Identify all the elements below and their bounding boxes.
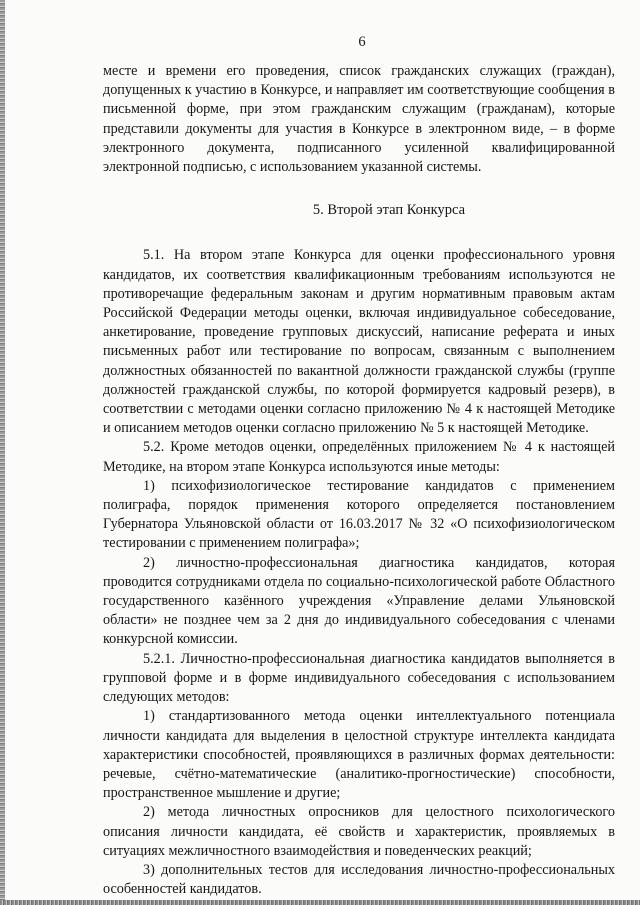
document-body xyxy=(103,62,615,899)
paragraph-5-2-item-2: 2) личностно-профессиональная диагностика кандидатов, которая проводится сотрудниками отдела по социально-психологической работе Областного государственного казённого учреждения «Управление делами Ульяновской области» не позднее чем за 2 дня до индивидуального собеседования с членами конкурсной комиссии. xyxy=(103,554,615,648)
page-number: 6 xyxy=(358,34,366,50)
paragraph-5-1: 5.1. На втором этапе Конкурса для оценки профессионального уровня кандидатов, их соответствия квалификационным требованиям используются не противоречащие федеральным законам и другим нормативным правовым актам Российской Федерации методы оценки, включая индивидуальное собеседование, анкетирование, проведение групповых дискуссий, написание реферата и иных письменных работ или тестирование по вопросам, связанным с выполнением должностных обязанностей по вакантной должности гражданской службы (группе должностей гражданской службы, по которой формируется кадровый резерв), в соответствии с методами оценки согласно приложению № 4 к настоящей Методике и описанием методов оценки согласно приложению № 5 к настоящей Методике. xyxy=(103,247,615,437)
scan-edge-bottom xyxy=(0,900,640,905)
paragraph-5-2-1: 5.2.1. Личностно-профессиональная диагностика кандидатов выполняется в групповой форме и в форме индивидуального собеседования с использованием следующих методов: xyxy=(103,650,615,706)
section-heading: 5. Второй этап Конкурса xyxy=(312,202,466,219)
intro-paragraph: месте и времени его проведения, список гражданских служащих (граждан), допущенных к участию в Конкурсе, и направляет им соответствующие сообщения в письменной форме, при этом гражданским служащим (гражданам), которые представили документы для участия в Конкурсе в электронном виде, – в форме электронного документа, подписанного усиленной квалифицированной электронной подписью, с использованием указанной системы. xyxy=(103,63,615,176)
scan-edge-left xyxy=(0,0,5,905)
paragraph-5-2-1-item-1: 1) стандартизованного метода оценки интеллектуального потенциала личности кандидата для выделения в целостной структуре интеллекта кандидата характеристики способностей, проявляющихся в различных формах деятельности: речевые, счётно-математические (аналитико-прогностические) способности, пространственное мышление и другие; xyxy=(103,708,615,802)
paragraph-5-2-1-item-3: 3) дополнительных тестов для исследования личностно-профессиональных особенностей кандидатов. xyxy=(103,861,615,898)
paragraph-5-2: 5.2. Кроме методов оценки, определённых приложением № 4 к настоящей Методике, на втором этапе Конкурса используются иные методы: xyxy=(103,439,615,475)
paragraph-5-2-item-1: 1) психофизиологическое тестирование кандидатов с применением полиграфа, порядок применения которого определяется постановлением Губернатора Ульяновской области от 16.03.2017 № 32 «О психофизиологическом тестировании с применением полиграфа»; xyxy=(103,477,615,552)
paragraph-5-2-1-item-2: 2) метода личностных опросников для целостного психологического описания личности кандидата, её свойств и характеристик, проявляемых в ситуациях межличностного взаимодействия и поведенческих реакций; xyxy=(103,804,615,859)
